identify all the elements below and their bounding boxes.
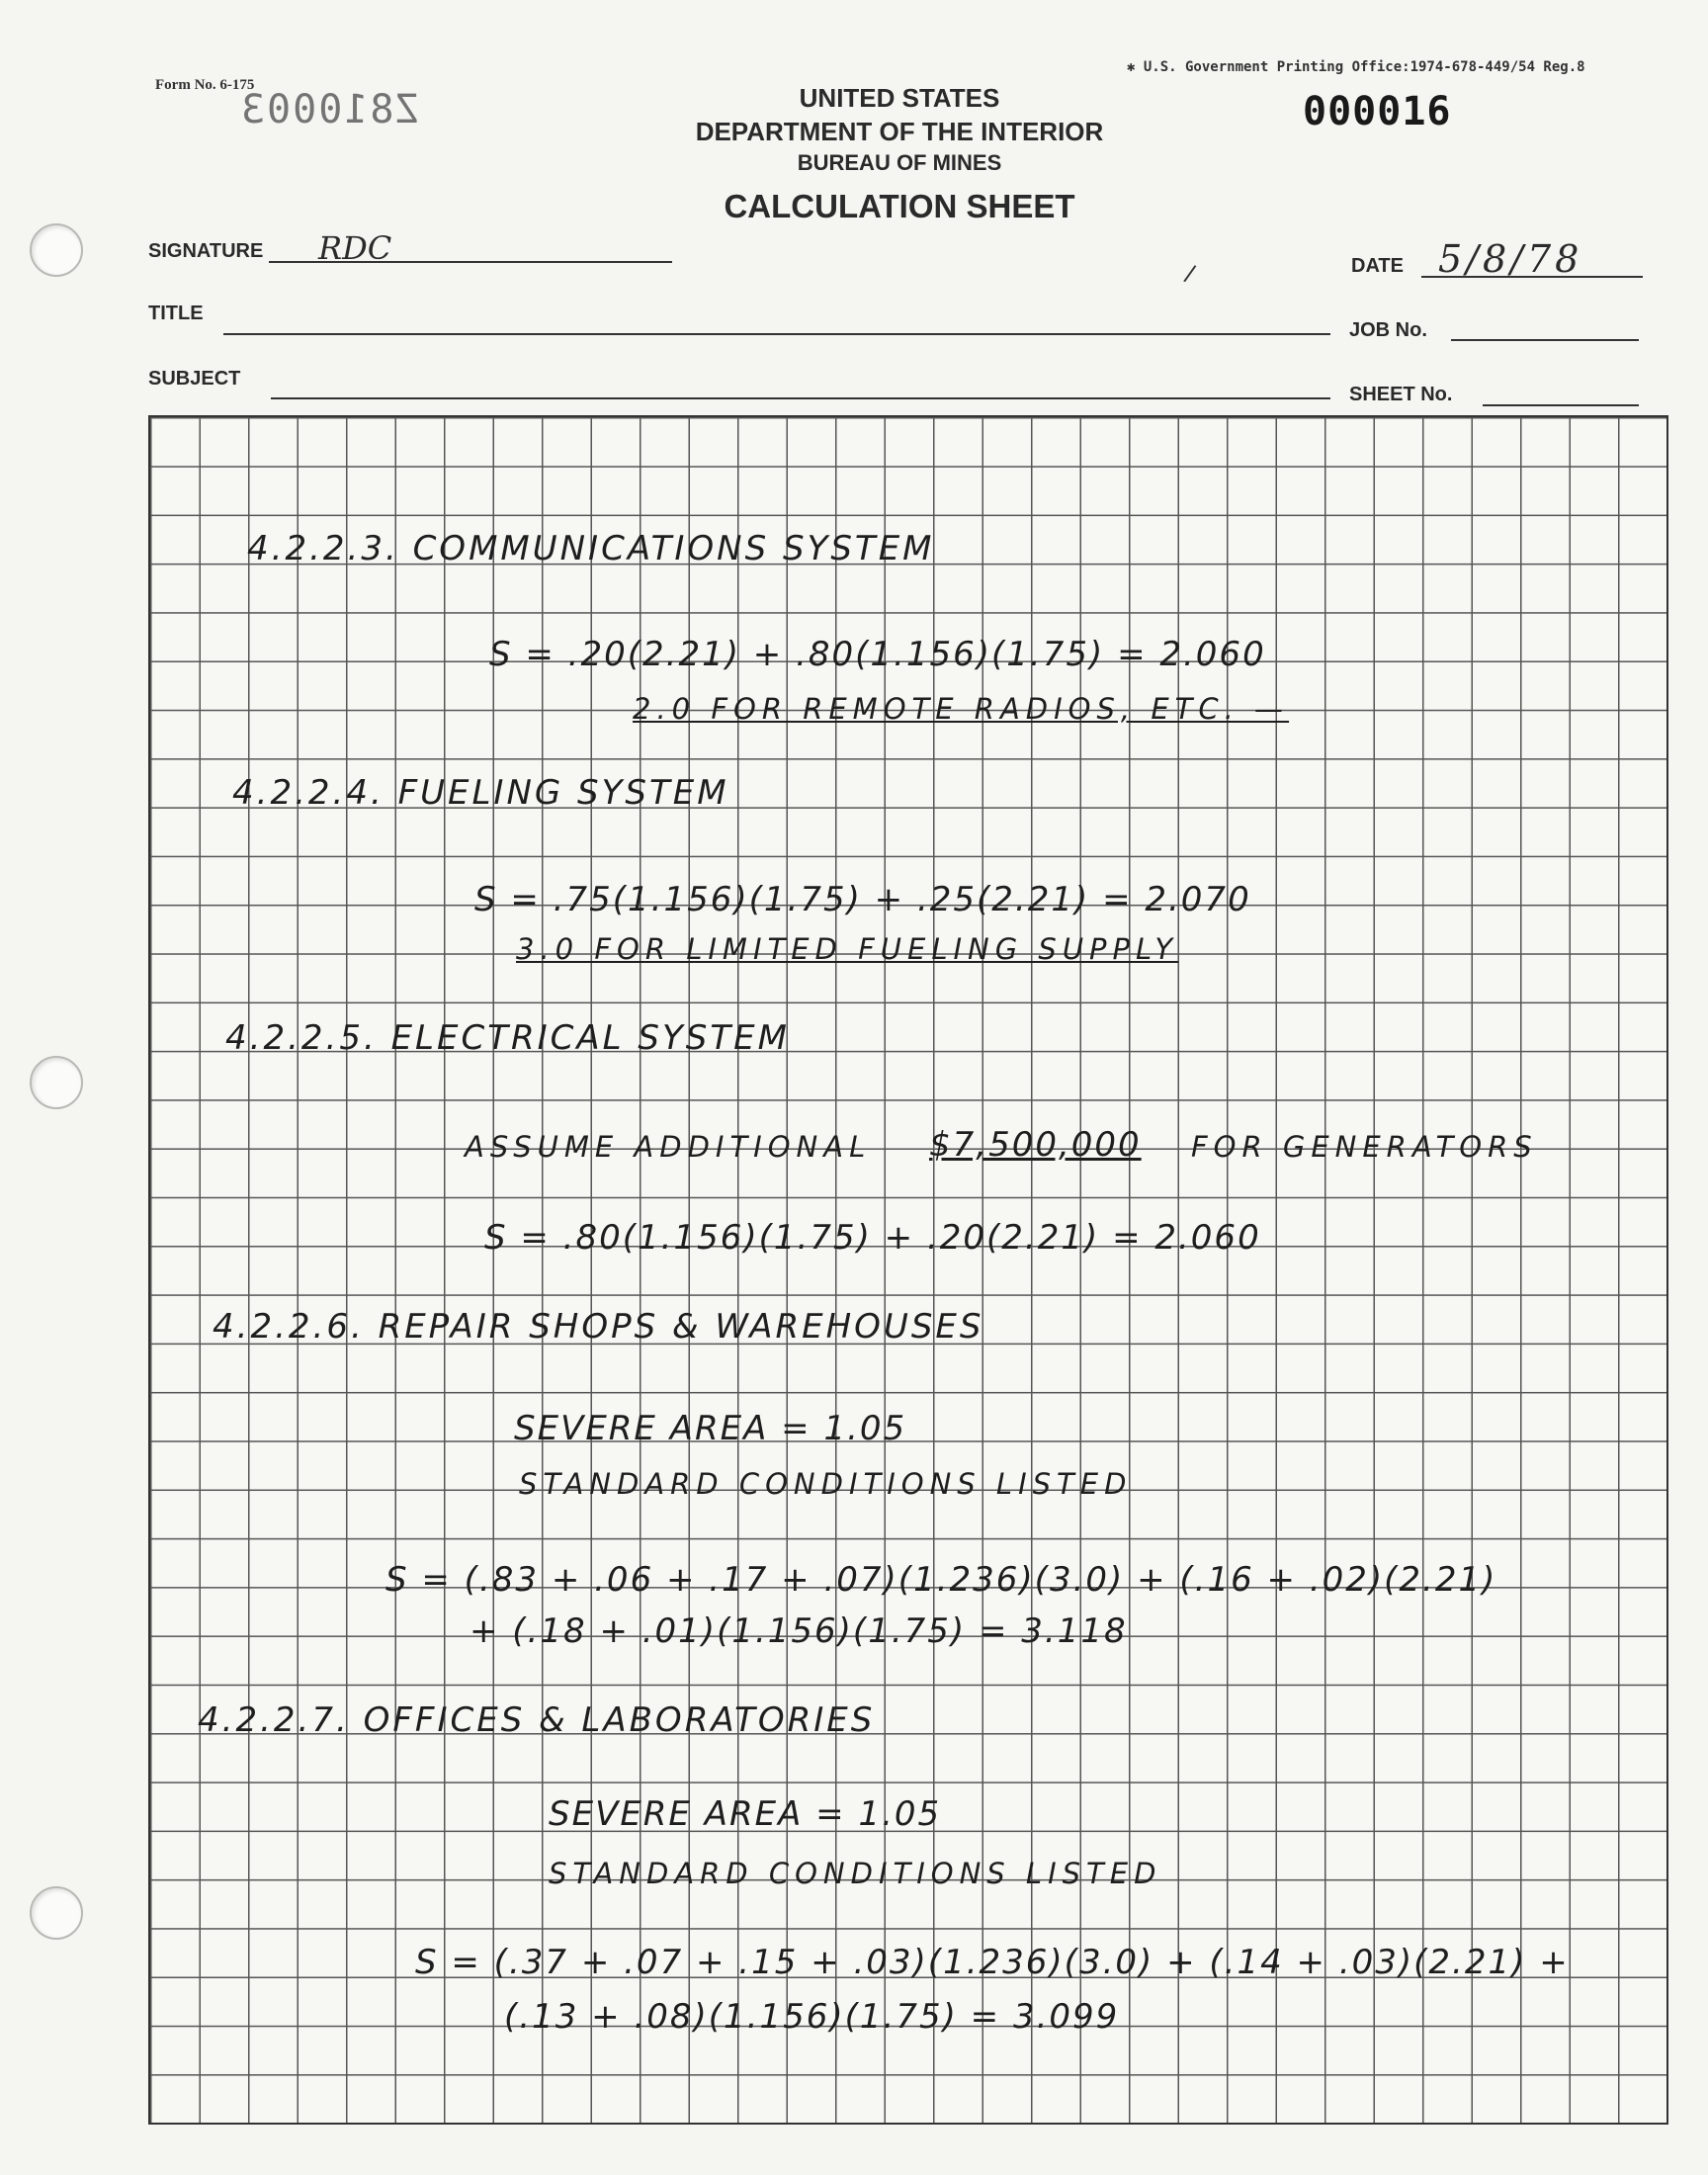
section-offices-heading: 4.2.2.7. OFFICES & LABORATORIES — [198, 1700, 876, 1740]
form-number: Form No. 6-175 — [155, 77, 255, 93]
section-offices-equation-2: (.13 + .08)(1.156)(1.75) = 3.099 — [504, 1997, 1120, 2037]
section-offices-conditions: STANDARD CONDITIONS LISTED — [549, 1857, 1162, 1890]
job-number-label: JOB No. — [1349, 319, 1427, 341]
section-communications-equation: S = .20(2.21) + .80(1.156)(1.75) = 2.060 — [489, 635, 1266, 674]
section-communications-note: 2.0 FOR REMOTE RADIOS, ETC. — — [633, 692, 1290, 726]
date-value: 5/8/78 — [1438, 237, 1583, 281]
printing-office-note: ✱ U.S. Government Printing Office:1974-678-449/54 Reg.8 — [1127, 59, 1585, 75]
section-repair-shops-equation-2: + (.18 + .01)(1.156)(1.75) = 3.118 — [470, 1611, 1128, 1651]
header-line-2: DEPARTMENT OF THE INTERIOR — [695, 117, 1104, 146]
pen-mark: / — [1181, 258, 1199, 290]
section-offices-severe-area: SEVERE AREA = 1.05 — [549, 1794, 942, 1834]
subject-label: SUBJECT — [148, 368, 241, 390]
section-repair-shops-equation-1: S = (.83 + .06 + .17 + .07)(1.236)(3.0) + (.16 + .02)(2.21) — [385, 1560, 1497, 1600]
section-electrical-heading: 4.2.2.5. ELECTRICAL SYSTEM — [225, 1018, 790, 1058]
section-electrical-purpose: FOR GENERATORS — [1191, 1130, 1538, 1164]
section-electrical-assume: ASSUME ADDITIONAL — [465, 1130, 872, 1164]
section-electrical-equation: S = .80(1.156)(1.75) + .20(2.21) = 2.060 — [484, 1218, 1261, 1258]
section-repair-shops-conditions: STANDARD CONDITIONS LISTED — [519, 1467, 1133, 1501]
section-electrical-amount: $7,500,000 — [929, 1125, 1142, 1165]
header-line-1: UNITED STATES — [799, 83, 1000, 113]
section-fueling-heading: 4.2.2.4. FUELING SYSTEM — [232, 773, 729, 813]
signature-value: RDC — [318, 229, 392, 267]
section-communications-heading: 4.2.2.3. COMMUNICATIONS SYSTEM — [247, 529, 935, 568]
section-repair-shops-severe-area: SEVERE AREA = 1.05 — [514, 1409, 907, 1448]
header-line-3: BUREAU OF MINES — [797, 150, 1002, 175]
section-fueling-equation: S = .75(1.156)(1.75) + .25(2.21) = 2.070 — [474, 880, 1251, 919]
sheet-number-label: SHEET No. — [1349, 384, 1453, 405]
sheet-title: CALCULATION SHEET — [724, 188, 1075, 224]
mirrored-stamp-number: Z810003 — [239, 87, 420, 132]
section-fueling-note: 3.0 FOR LIMITED FUELING SUPPLY — [516, 932, 1179, 966]
date-label: DATE — [1351, 255, 1404, 277]
signature-label: SIGNATURE — [148, 240, 264, 262]
section-offices-equation-1: S = (.37 + .07 + .15 + .03)(1.236)(3.0) + (.14 + .03)(2.21) + — [415, 1943, 1570, 1982]
title-label: TITLE — [148, 303, 204, 324]
section-repair-shops-heading: 4.2.2.6. REPAIR SHOPS & WAREHOUSES — [213, 1307, 984, 1347]
document-stamp-number: 000016 — [1303, 89, 1452, 134]
